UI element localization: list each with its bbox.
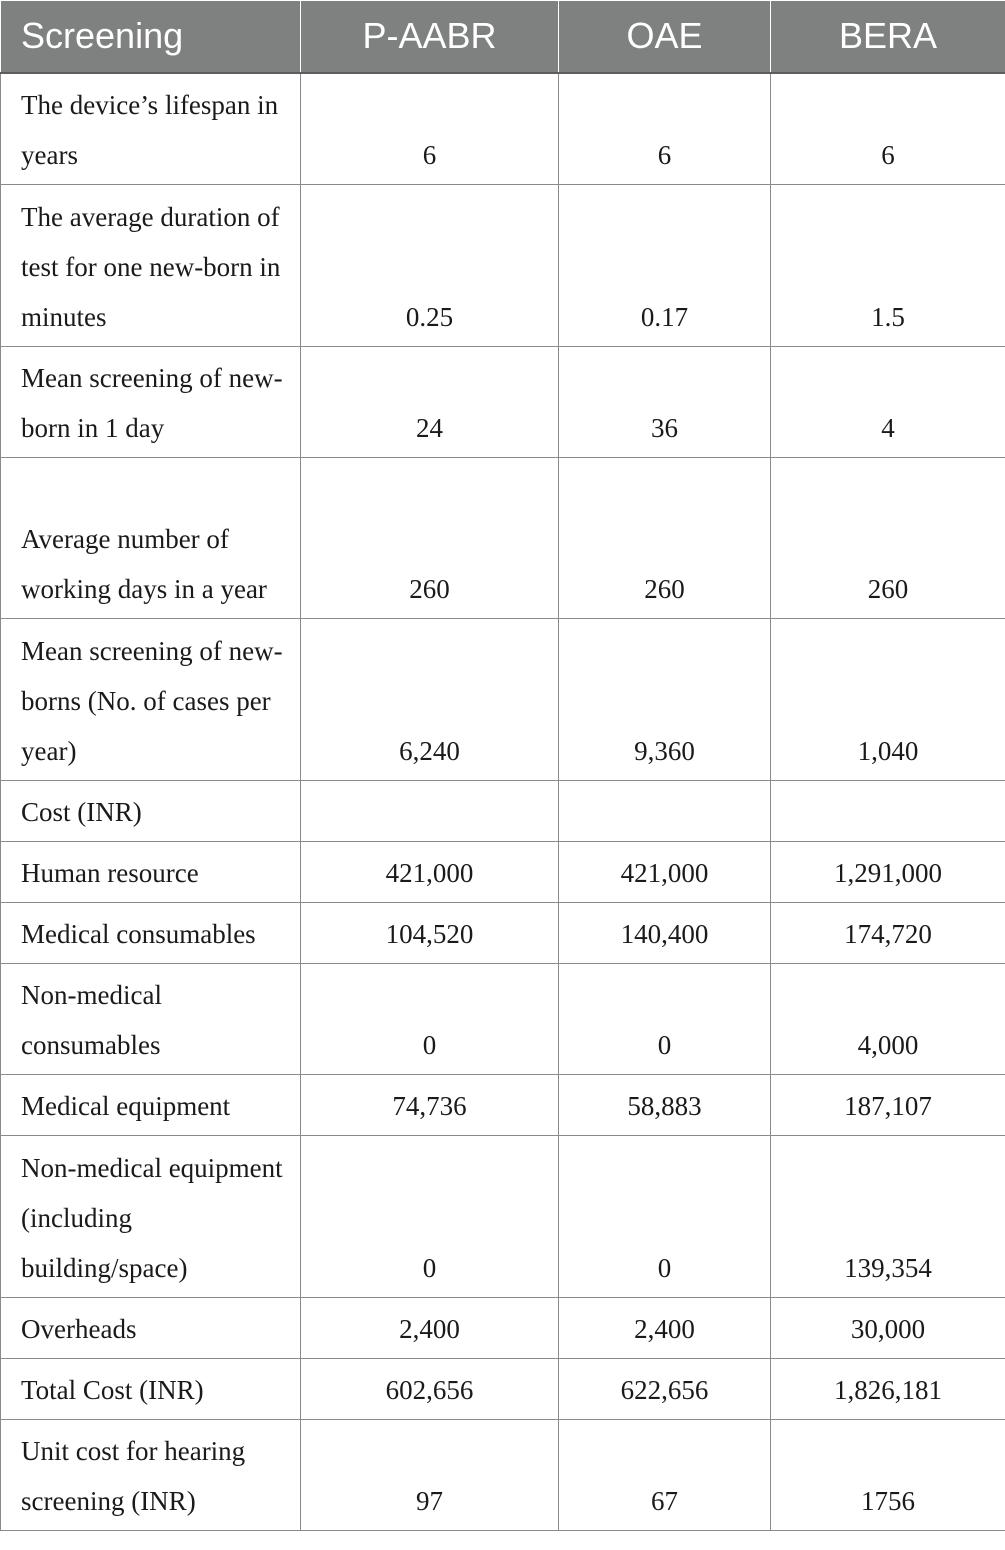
cell-p-aabr: 6 — [301, 73, 559, 185]
table-row — [1, 184, 1005, 346]
cell-p-aabr: 2,400 — [301, 1297, 559, 1358]
table-row — [1, 346, 1005, 457]
row-label: Mean screening of new-born in 1 day — [1, 346, 301, 457]
table-body — [1, 73, 1005, 1531]
header-screening: Screening — [1, 1, 301, 73]
cell-p-aabr: 6,240 — [301, 618, 559, 780]
cell-bera: 1,040 — [771, 618, 1005, 780]
cell-oae: 58,883 — [559, 1074, 771, 1135]
table-row — [1, 1358, 1005, 1419]
cell-bera: 4 — [771, 346, 1005, 457]
cell-p-aabr: 0 — [301, 963, 559, 1074]
header-oae: OAE — [559, 1, 771, 73]
row-label: Cost (INR) — [1, 780, 301, 841]
table-row — [1, 780, 1005, 841]
table-row — [1, 902, 1005, 963]
cell-bera: 4,000 — [771, 963, 1005, 1074]
cell-p-aabr: 24 — [301, 346, 559, 457]
cell-bera: 187,107 — [771, 1074, 1005, 1135]
cell-oae: 260 — [559, 457, 771, 618]
cell-p-aabr: 0 — [301, 1135, 559, 1297]
cell-p-aabr — [301, 780, 559, 841]
cell-p-aabr: 97 — [301, 1419, 559, 1530]
header-p-aabr: P-AABR — [301, 1, 559, 73]
row-label: Unit cost for hearing screening (INR) — [1, 1419, 301, 1530]
cell-oae: 6 — [559, 73, 771, 185]
row-label: The device’s lifespan in years — [1, 73, 301, 185]
cell-p-aabr: 74,736 — [301, 1074, 559, 1135]
table-row — [1, 1297, 1005, 1358]
cell-oae — [559, 780, 771, 841]
cell-p-aabr: 0.25 — [301, 184, 559, 346]
cell-bera: 139,354 — [771, 1135, 1005, 1297]
cell-oae: 0 — [559, 963, 771, 1074]
cell-bera: 1756 — [771, 1419, 1005, 1530]
cell-bera: 6 — [771, 73, 1005, 185]
table-row — [1, 841, 1005, 902]
row-label: Non-medical equipment (including building/space) — [1, 1135, 301, 1297]
cell-oae: 67 — [559, 1419, 771, 1530]
table-row — [1, 457, 1005, 618]
table-header — [1, 1, 1005, 73]
cell-oae: 2,400 — [559, 1297, 771, 1358]
row-label: Overheads — [1, 1297, 301, 1358]
row-label: Medical equipment — [1, 1074, 301, 1135]
cell-bera: 174,720 — [771, 902, 1005, 963]
cell-bera: 30,000 — [771, 1297, 1005, 1358]
row-label: Total Cost (INR) — [1, 1358, 301, 1419]
cell-oae: 421,000 — [559, 841, 771, 902]
table-row — [1, 963, 1005, 1074]
cell-p-aabr: 260 — [301, 457, 559, 618]
cell-bera: 1,826,181 — [771, 1358, 1005, 1419]
row-label: Average number of working days in a year — [1, 457, 301, 618]
row-label: Non-medical consumables — [1, 963, 301, 1074]
header-bera: BERA — [771, 1, 1005, 73]
cell-p-aabr: 602,656 — [301, 1358, 559, 1419]
table-row — [1, 1419, 1005, 1530]
row-label: Mean screening of new-borns (No. of cases per year) — [1, 618, 301, 780]
row-label: The average duration of test for one new-born in minutes — [1, 184, 301, 346]
cell-bera: 1.5 — [771, 184, 1005, 346]
header-row — [1, 1, 1005, 73]
row-label: Human resource — [1, 841, 301, 902]
cell-p-aabr: 104,520 — [301, 902, 559, 963]
row-label: Medical consumables — [1, 902, 301, 963]
cell-oae: 0.17 — [559, 184, 771, 346]
cell-oae: 140,400 — [559, 902, 771, 963]
table-row — [1, 1135, 1005, 1297]
cell-oae: 0 — [559, 1135, 771, 1297]
cell-p-aabr: 421,000 — [301, 841, 559, 902]
cell-bera: 1,291,000 — [771, 841, 1005, 902]
table-row — [1, 1074, 1005, 1135]
table-row — [1, 618, 1005, 780]
cell-oae: 36 — [559, 346, 771, 457]
cell-bera — [771, 780, 1005, 841]
table-row — [1, 73, 1005, 185]
cell-oae: 622,656 — [559, 1358, 771, 1419]
cell-oae: 9,360 — [559, 618, 771, 780]
cell-bera: 260 — [771, 457, 1005, 618]
